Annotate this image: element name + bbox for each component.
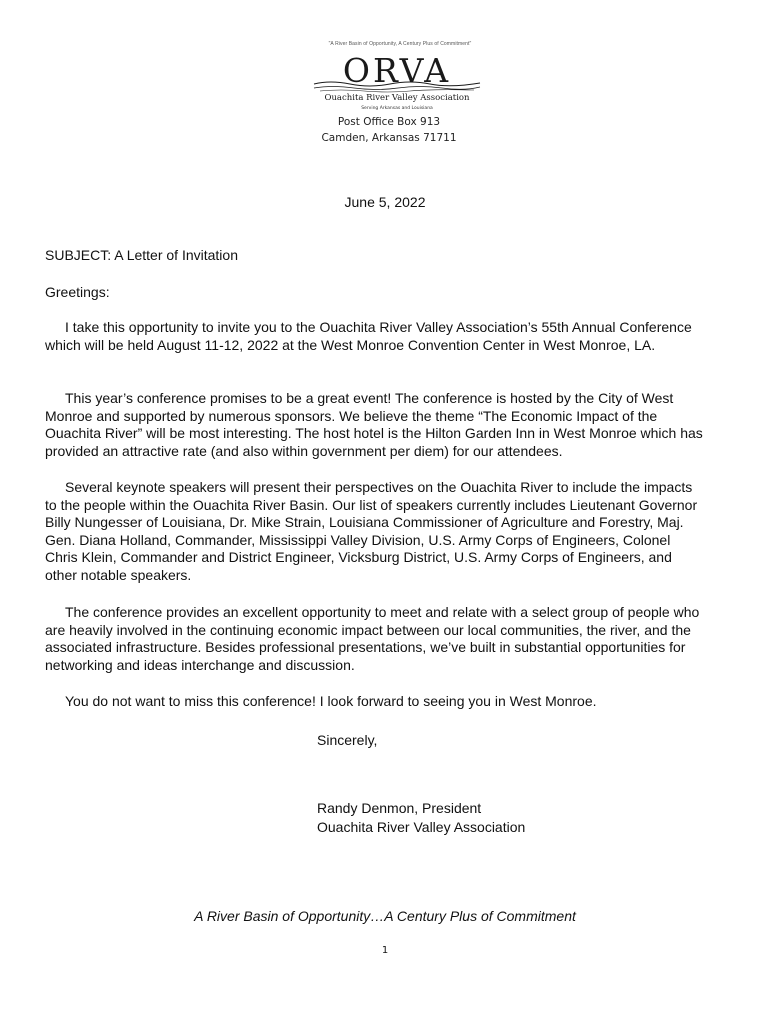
orva-logo	[310, 52, 484, 112]
page-number: 1	[381, 945, 389, 956]
header-motto: "A River Basin of Opportunity, A Century Plus of Commitment"	[328, 41, 472, 47]
closing-salutation: Sincerely,	[317, 732, 378, 748]
paragraph-closing: You do not want to miss this conference! I look forward to seeing you in West Monroe.	[65, 693, 597, 709]
address-line-1: Post Office Box 913	[337, 116, 441, 128]
signer-name: Randy Denmon, President	[317, 800, 482, 816]
footer-motto: A River Basin of Opportunity…A Century Plus of Commitment	[194, 908, 576, 924]
svg-text:Serving Arkansas and Louisiana: Serving Arkansas and Louisiana	[361, 106, 433, 111]
letter-date: June 5, 2022	[344, 194, 426, 210]
return-address	[0, 114, 770, 146]
paragraph-speakers: Several keynote speakers will present their perspectives on the Ouachita River to include the impacts to the people within the Ouachita River Basin. Our list of speakers currently includes Lieutenant Governor Billy Nungesser of Louisiana, Dr. Mike Strain, Louisiana Commissioner of Agriculture and Forestry, Maj. Gen. Diana Holland, Commander, Mississippi Valley Division, U.S. Army Corps of Engineers, Colonel Chris Klein, Commander and District Engineer, Vicksburg District, U.S. Army Corps of Engineers, and other notable speakers.	[45, 479, 698, 583]
paragraph-event: This year’s conference promises to be a great event! The conference is hosted by the City of West Monroe and supported by numerous sponsors. We believe the theme “The Economic Impact of the Ouachita River” will be most interesting. The host hotel is the Hilton Garden Inn in West Monroe which has provided an attractive rate (and also within government per diem) for our attendees.	[45, 390, 703, 459]
greeting: Greetings:	[45, 284, 110, 300]
paragraph-opportunity: The conference provides an excellent opportunity to meet and relate with a select group of people who are heavily involved in the continuing economic impact between our local communities, the river, and the associated infrastructure. Besides professional presentations, we’ve built in substantial opportunities for networking and ideas interchange and discussion.	[45, 604, 700, 673]
svg-text:Ouachita River Valley Associat: Ouachita River Valley Association	[324, 93, 470, 103]
address-line-2: Camden, Arkansas 71711	[321, 132, 457, 144]
paragraph-invitation: I take this opportunity to invite you to the Ouachita River Valley Association’s 55th Annual Conference which will be held August 11-12, 2022 at the West Monroe Convention Center in West Monroe, LA.	[45, 319, 692, 353]
orva-logo-graphic	[310, 52, 484, 112]
subject-line: SUBJECT: A Letter of Invitation	[45, 247, 238, 263]
signer-organization: Ouachita River Valley Association	[317, 819, 526, 835]
svg-text:ORVA: ORVA	[342, 52, 452, 90]
